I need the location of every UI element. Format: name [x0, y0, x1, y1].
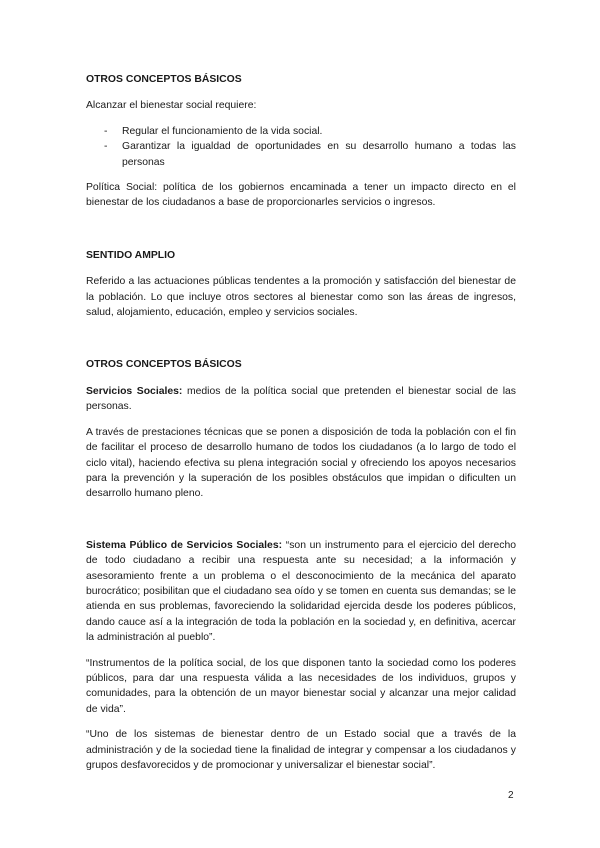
section-heading-sentido-amplio: SENTIDO AMPLIO [86, 249, 176, 261]
intro-paragraph: Alcanzar el bienestar social requiere: [86, 100, 257, 112]
quote-sistemas-bienestar: “Uno de los sistemas de bienestar dentro de un Estado social que a través de la administración y de la sociedad tiene la finalidad de integrar y compensar a los ciudadanos y grupos desfavorecidos y de promocionar y universalizar el bienestar social”. [86, 729, 516, 771]
page-number: 2 [508, 790, 514, 801]
list-item [86, 124, 516, 139]
dash-marker: - [104, 141, 108, 153]
servicios-sociales-paragraph [86, 384, 516, 415]
list-item [86, 139, 516, 170]
list-item-text: Regular el funcionamiento de la vida social. [122, 125, 323, 137]
servicios-sociales-label: Servicios Sociales: [86, 385, 183, 397]
list-item-text: Garantizar la igualdad de oportunidades en su desarrollo humano a todas las personas [122, 141, 516, 168]
page-content [86, 72, 516, 773]
servicios-sociales-text: medios de la política social que pretenden el bienestar social de las personas. [86, 385, 516, 413]
quote-instrumentos: “Instrumentos de la política social, de los que disponen tanto la sociedad como los poderes públicos, para dar una respuesta válida a las necesidades de los individuos, grupos y comunidades, para la obtención de un mayor bienestar social y alcanzar una mejor calidad de vida”. [86, 657, 516, 715]
sentido-amplio-paragraph: Referido a las actuaciones públicas tendentes a la promoción y satisfacción del bienestar de la población. Lo que incluye otros sectores al bienestar como son las áreas de ingresos, salud, alojamiento, educación, empleo y servicios sociales. [86, 276, 516, 319]
sistema-publico-paragraph [86, 538, 516, 646]
sistema-publico-label: Sistema Público de Servicios Sociales: [86, 539, 283, 551]
dash-marker: - [104, 125, 108, 137]
sistema-publico-text: “son un instrumento para el ejercicio del derecho de todo ciudadano a recibir una respuesta ante su necesidad; a la información y asesoramiento frente a un problema o el desconocimiento de la mecánica del aparato burocrático; posibilitan que el ciudadano sea oído y se tomen en cuenta sus demandas; se le atienda en sus problemas, favoreciendo la solidaridad ejercida desde los poderes públicos, dando cauce así a la integración de toda la población en la sociedad y, en definitiva, acercar la administración al pueblo”. [86, 539, 516, 644]
requirements-list [86, 124, 516, 170]
section-heading-otros-conceptos-2: OTROS CONCEPTOS BÁSICOS [86, 359, 242, 371]
section-heading-otros-conceptos: OTROS CONCEPTOS BÁSICOS [86, 74, 242, 85]
politica-social-paragraph: Política Social: política de los gobiernos encaminada a tener un impacto directo en el bienestar de los ciudadanos a base de proporcionarles servicios o ingresos. [86, 182, 516, 209]
prestaciones-paragraph: A través de prestaciones técnicas que se ponen a disposición de toda la población con el fin de facilitar el proceso de desarrollo humano de todos los ciudadanos (a lo largo de todo el ciclo vital), haciendo efectiva su plena integración social y ofreciendo los apoyos necesarios para la prevención y la superación de los posibles obstáculos que impidan o dificulten un desarrollo humano pleno. [86, 426, 516, 500]
